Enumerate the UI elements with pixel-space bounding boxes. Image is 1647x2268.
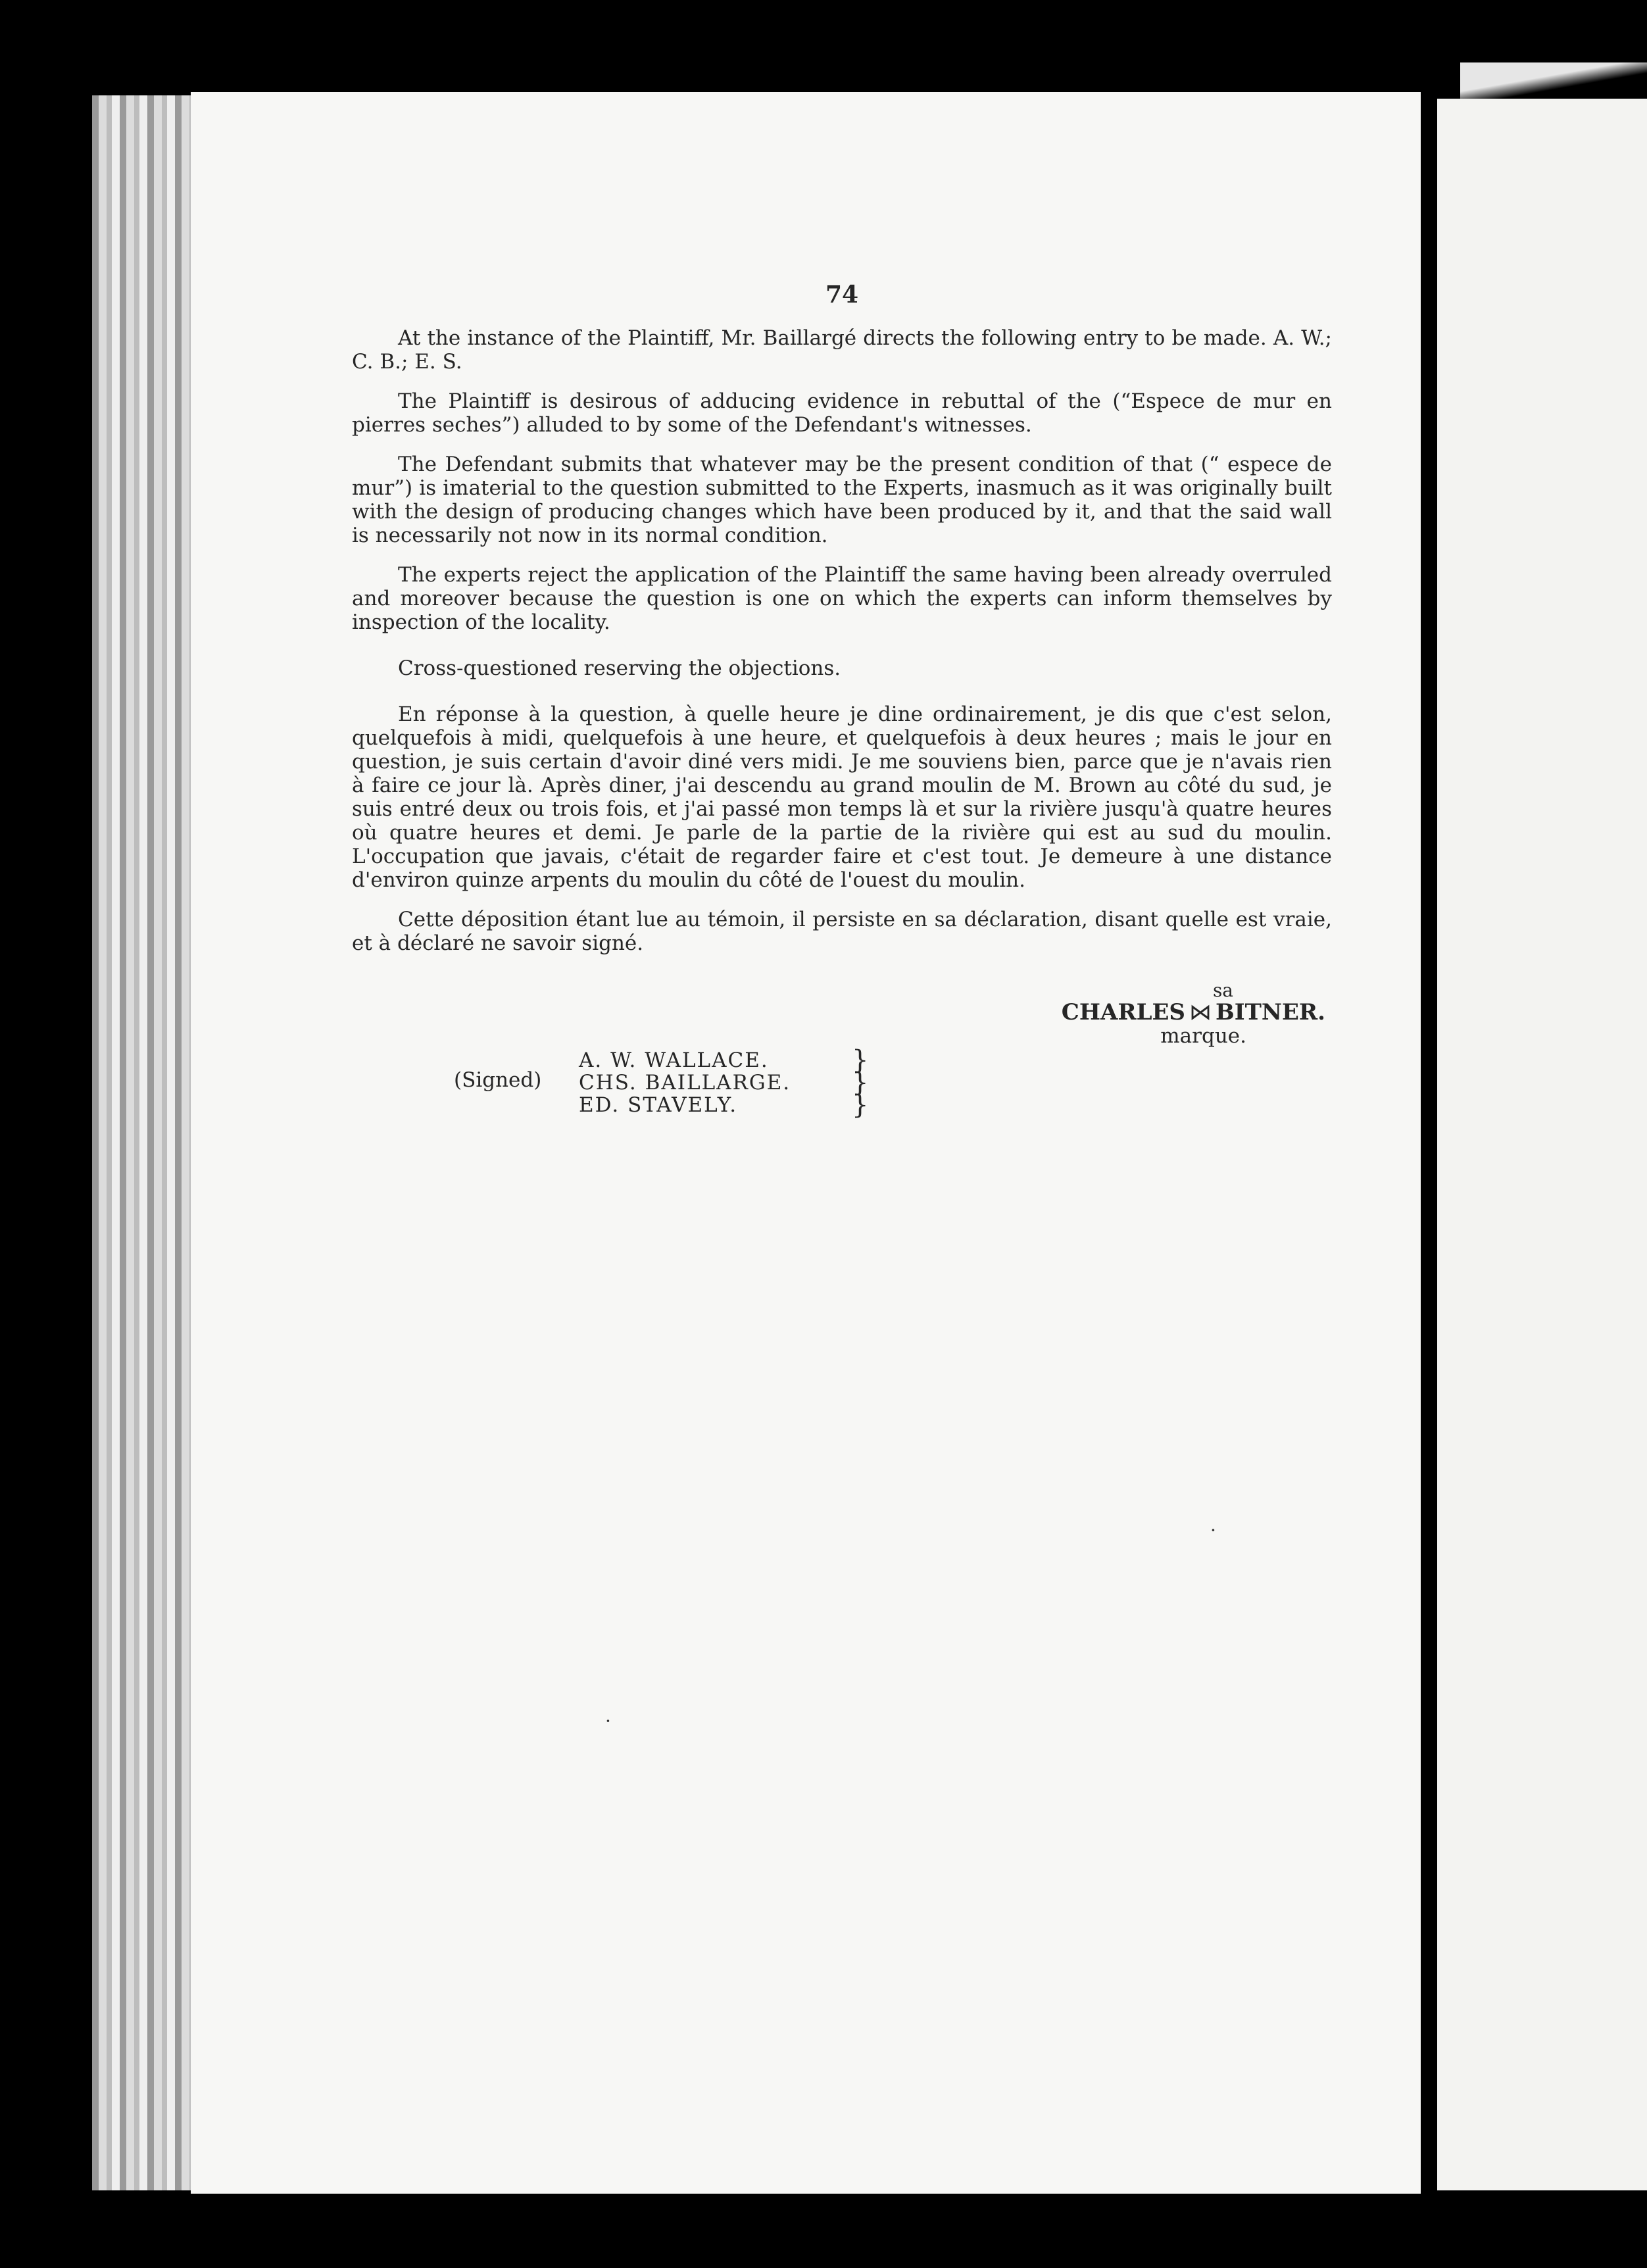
cross-mark-icon: ⋈ xyxy=(1189,999,1212,1025)
mark-above: sa xyxy=(1212,979,1233,1001)
paragraph-deposition: Cette déposition étant lue au témoin, il persiste en sa déclaration, disant quelle est vraie, et à déclaré ne savoir signé. xyxy=(352,908,1332,955)
paragraph-reponse: En réponse à la question, à quelle heure je dine ordinairement, je dis que c'est selon, quelquefois à midi, quelquefois à une heure, et quelquefois à deux heures ; mais le jour en question, je suis certain d'avoir diné vers midi. Je me souviens bien, parce que je n'avais rien à faire ce jour là. Après diner, j'ai descendu au grand moulin de M. Brown au côté du sud, je suis entré deux ou trois fois, et j'ai passé mon temps là et sur la rivière jusqu'à quatre heures où quatre heures et demi. Je parle de la partie de la rivière qui est au sud du moulin. L'occupation que javais, c'était de regarder faire et c'est tout. Je demeure à une distance d'environ quinze arpents du moulin du côté de l'ouest du moulin. xyxy=(352,703,1332,892)
signer-name xyxy=(352,1000,1332,1025)
paragraph-cross-questioned: Cross-questioned reserving the objections. xyxy=(398,656,841,680)
brace-icon: } } } xyxy=(852,1045,869,1120)
signatory-list xyxy=(579,1049,791,1116)
speck-decoration: · xyxy=(1210,1519,1216,1541)
facing-page xyxy=(1437,99,1647,2190)
paragraph-defendant: The Defendant submits that whatever may be the present condition of that (“ espece de mur”) is imaterial to the question submitted to the Experts, inasmuch as it was originally built with the design of producing changes which have been produced by it, and that the said wall is necessarily not now in its normal condition. xyxy=(352,453,1332,547)
paragraph-plaintiff: The Plaintiff is desirous of adducing evidence in rebuttal of the (“Espece de mur en pierres seches”) alluded to by some of the Defendant's witnesses. xyxy=(352,389,1332,437)
signatures-block xyxy=(454,1045,914,1128)
signer-first-name: CHARLES xyxy=(1061,999,1185,1025)
signatory-baillarge: CHS. BAILLARGE. xyxy=(579,1071,791,1095)
speck-decoration: · xyxy=(605,1710,611,1732)
signed-label: (Signed) xyxy=(454,1068,542,1092)
facing-page-corner xyxy=(1460,62,1647,102)
paragraph-entry: At the instance of the Plaintiff, Mr. Baillargé directs the following entry to be made. A. W.; C. B.; E. S. xyxy=(352,326,1332,374)
signer-last-name: BITNER. xyxy=(1215,999,1325,1025)
page-edges xyxy=(92,95,197,2190)
page-number: 74 xyxy=(825,281,859,308)
signatory-stavely: ED. STAVELY. xyxy=(579,1093,738,1117)
signatory-wallace: A. W. WALLACE. xyxy=(579,1048,769,1072)
page-text xyxy=(352,283,1332,1047)
paragraph-experts: The experts reject the application of the Plaintiff the same having been already overruled and moreover because the question is one on which the experts can inform themselves by inspection of the locality. xyxy=(352,563,1332,634)
mark-below: marque. xyxy=(1160,1024,1246,1048)
